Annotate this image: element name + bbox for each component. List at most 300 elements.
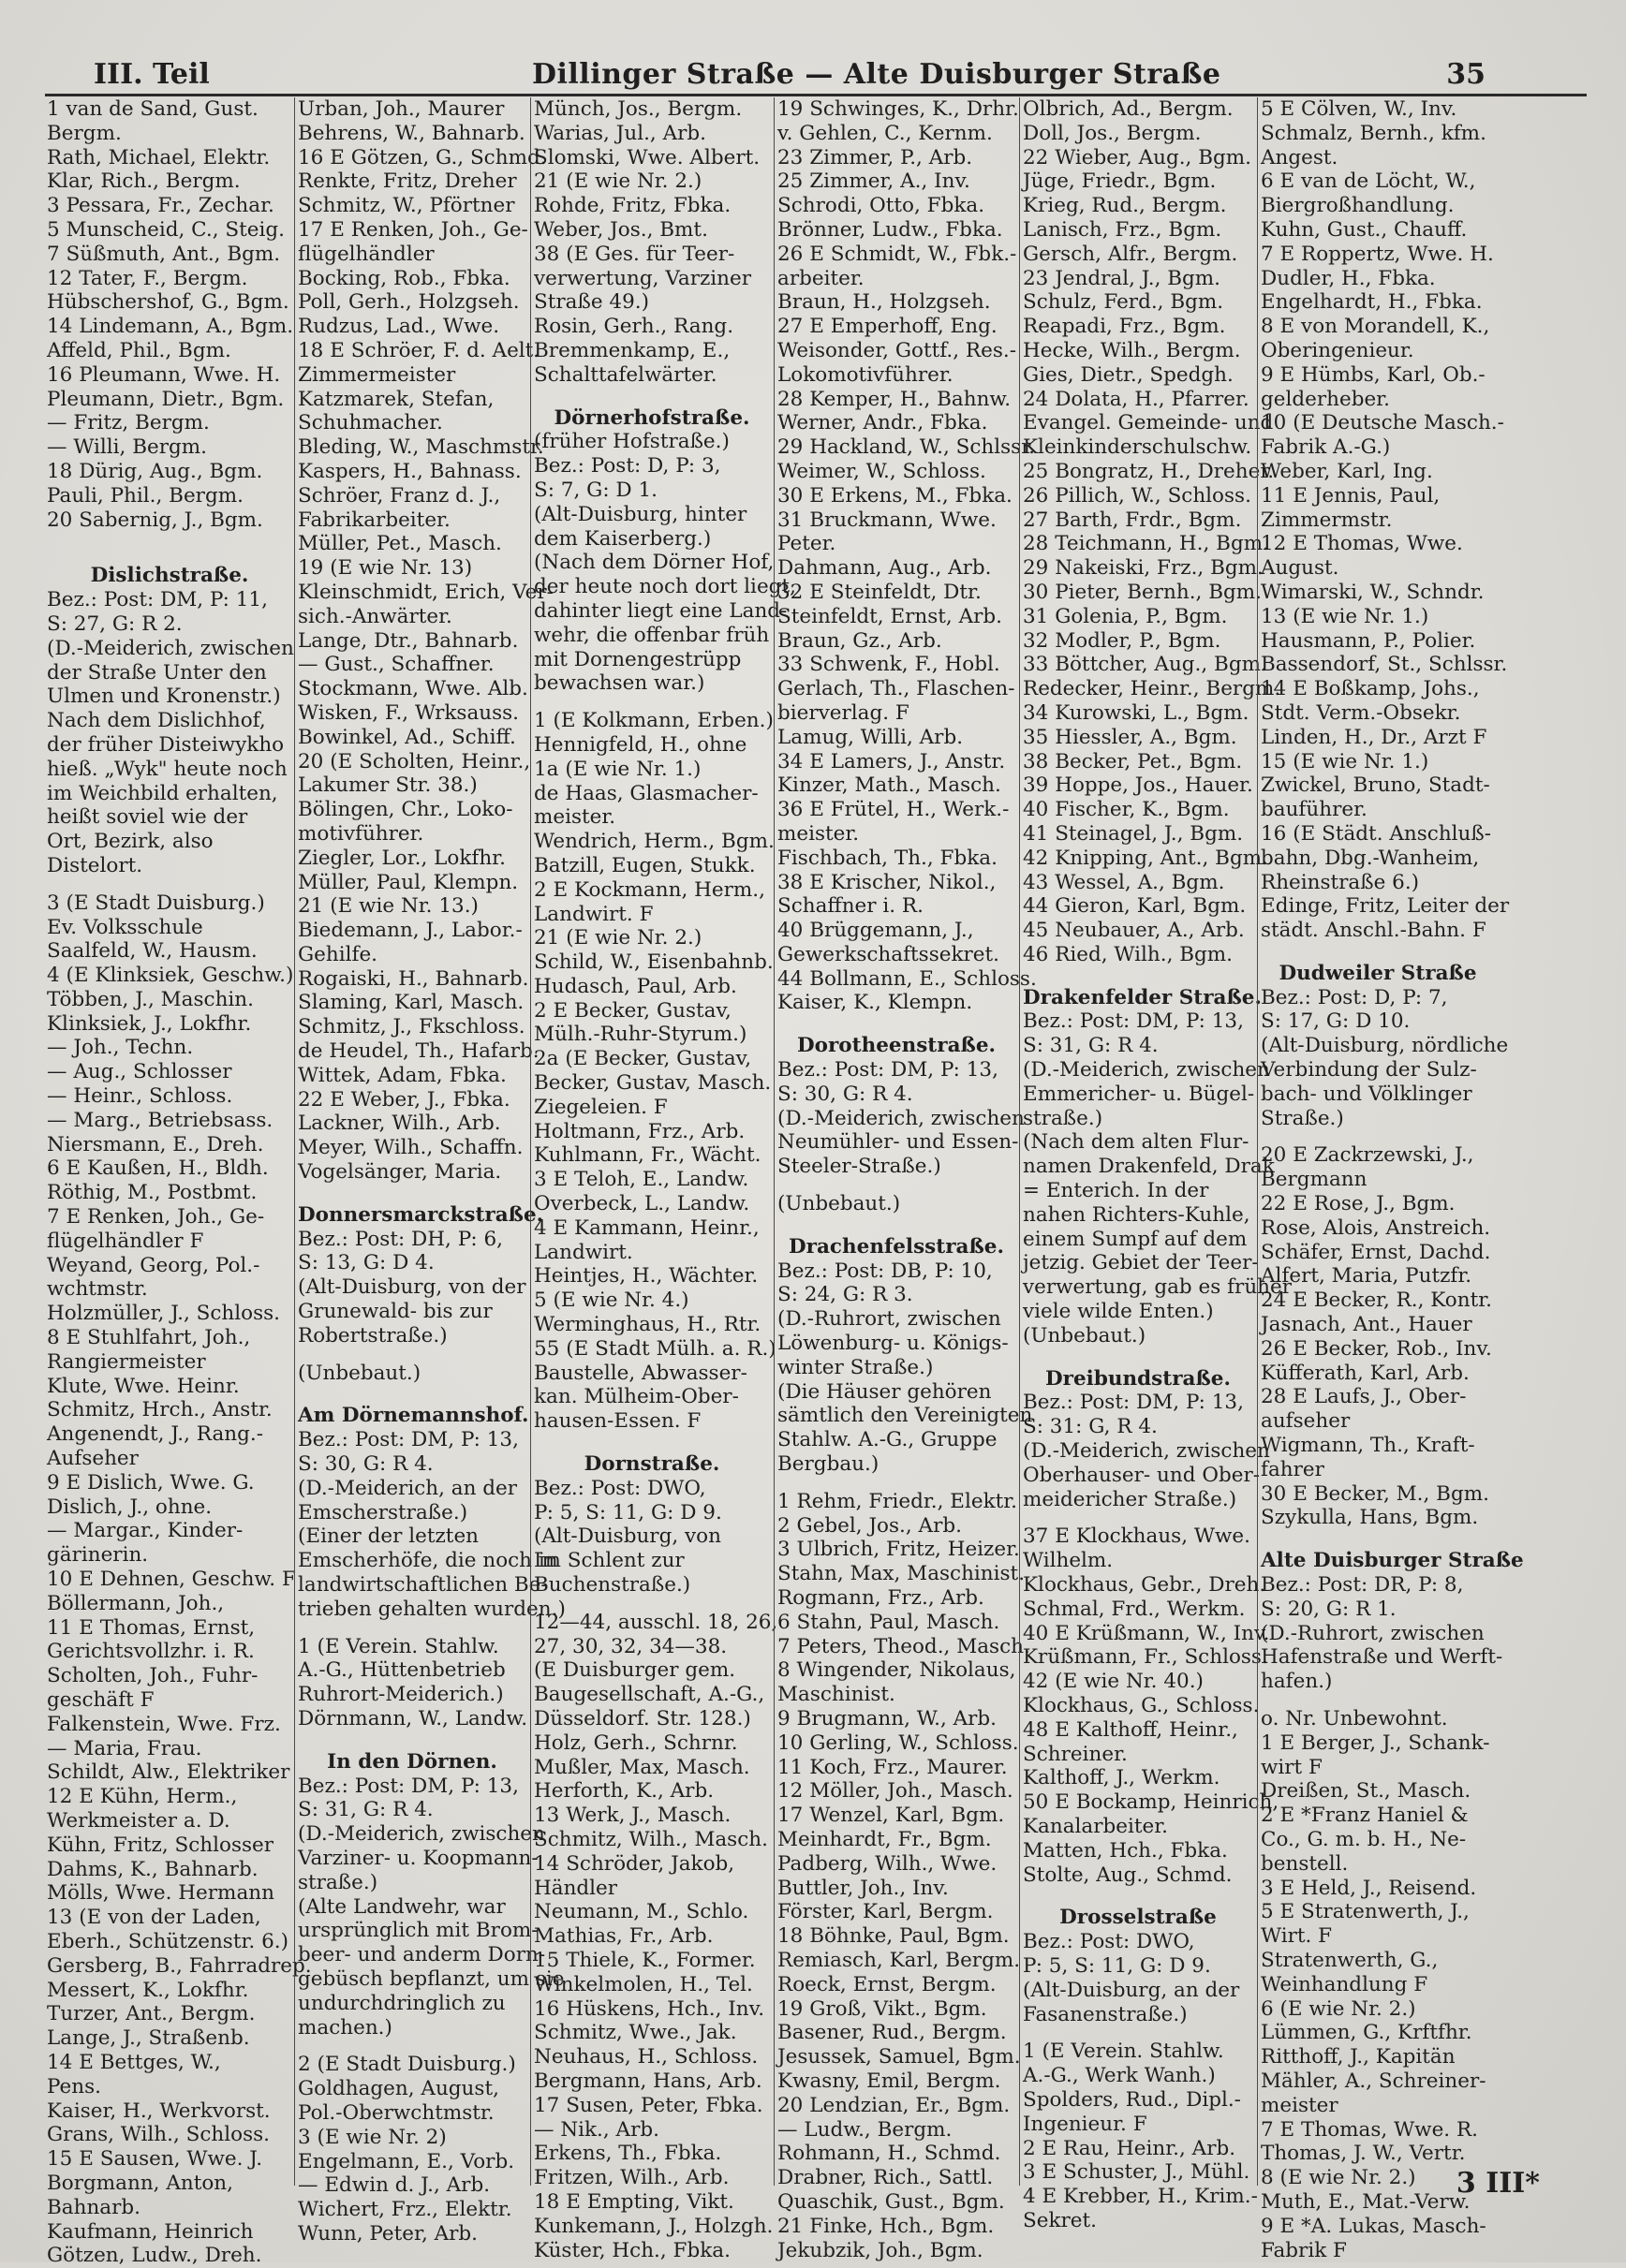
entry-line: (Unbebaut.) (298, 1361, 421, 1385)
entry-line: 31 Golenia, P., Bgm. (1023, 604, 1228, 628)
entry-line: 22 Wieber, Aug., Bgm. (1023, 145, 1252, 169)
entry-line: 20 Sabernig, J., Bgm. (47, 508, 263, 532)
street-heading: Dislichstraße. (90, 564, 249, 588)
entry-line: Neumann, M., Schlo. (534, 1900, 749, 1924)
entry-line: — Joh., Techn. (47, 1036, 194, 1060)
entry-line: heißt soviel wie der (47, 805, 248, 830)
entry-line: Kwasny, Emil, Bergm. (777, 2069, 1001, 2093)
entry-line: Stolte, Aug., Schmd. (1023, 1863, 1233, 1887)
entry-line: Erkens, Th., Fbka. (534, 2142, 722, 2166)
entry-line: Fasanenstraße.) (1023, 2002, 1188, 2026)
entry-line: Wendrich, Herm., Bgm. (534, 830, 775, 854)
footer-signature: 3 III* (1456, 2167, 1540, 2200)
entry-line: Fischbach, Th., Fbka. (777, 846, 998, 870)
entry-line: 7 Peters, Theod., Masch. (777, 1634, 1030, 1658)
entry-line: Roeck, Ernst, Bergm. (777, 1972, 997, 1996)
entry-line: Weinhandlung F (1261, 1972, 1428, 1996)
entry-line: Rheinstraße 6.) (1261, 870, 1420, 894)
street-heading: Drakenfelder Straße. (1023, 985, 1262, 1009)
entry-line: gärinerin. (47, 1543, 149, 1568)
entry-line: Schaffner i. R. (777, 894, 924, 919)
entry-line: Evangel. Gemeinde- und (1023, 411, 1274, 435)
entry-line: Fabrik F (1261, 2238, 1347, 2262)
entry-line: 15 Thiele, K., Former. (534, 1948, 756, 1972)
entry-line: Pauli, Phil., Bergm. (47, 483, 244, 508)
entry-line: 11 E Jennis, Paul, (1261, 483, 1441, 508)
entry-line: = Enterich. In der (1023, 1179, 1209, 1203)
entry-line: Rath, Michael, Elektr. (47, 145, 271, 169)
entry-line: Götzen, Ludw., Dreh. (47, 2244, 262, 2268)
entry-line: Bowinkel, Ad., Schiff. (298, 725, 516, 749)
entry-line: 28 Kemper, H., Bahnw. (777, 387, 1012, 411)
entry-line: 44 Bollmann, E., Schloss. (777, 966, 1037, 991)
entry-line: Weimer, W., Schloss. (777, 459, 986, 483)
entry-line: nahen Richters-Kuhle, (1023, 1202, 1250, 1227)
entry-line: 34 E Lamers, J., Anstr. (777, 749, 1006, 773)
entry-line: jetzig. Gebiet der Teer- (1023, 1251, 1259, 1275)
entry-line: Emscherstraße.) (298, 1500, 468, 1524)
column-divider (1019, 97, 1020, 2186)
entry-line: 17 Susen, Peter, Fbka. (534, 2093, 763, 2117)
entry-line: Vogelsänger, Maria. (298, 1160, 502, 1185)
entry-line: Behrens, W., Bahnarb. (298, 121, 525, 145)
entry-line: 4 E Krebber, H., Krim.- (1023, 2185, 1258, 2209)
street-heading: Dudweiler Straße (1279, 961, 1477, 985)
entry-line: 1 (E Verein. Stahlw. (1023, 2040, 1224, 2064)
entry-line: 30 E Erkens, M., Fbka. (777, 483, 1013, 508)
entry-line: Bassendorf, St., Schlssr. (1261, 653, 1508, 677)
entry-line: 25 Zimmer, A., Inv. (777, 169, 970, 194)
entry-line: Ruhrort-Meiderich.) (298, 1683, 504, 1707)
entry-line: 10 Gerling, W., Schloss. (777, 1730, 1019, 1755)
entry-line: Kleinkinderschulschw. (1023, 435, 1252, 460)
spacer (298, 1348, 526, 1362)
entry-line: 16 (E Städt. Anschluß- (1261, 821, 1492, 846)
entry-line: Wirt. F (1261, 1924, 1333, 1949)
entry-line: Stahlw. A.-G., Gruppe (777, 1428, 998, 1452)
entry-line: Bocking, Rob., Fbka. (298, 266, 510, 290)
entry-line: 46 Ried, Wilh., Bgm. (1023, 942, 1234, 966)
entry-line: 40 E Krüßmann, W., Inv. (1023, 1621, 1270, 1645)
entry-line: Muth, E., Mat.-Verw. (1261, 2189, 1471, 2214)
entry-line: Kaufmann, Heinrich (47, 2219, 254, 2244)
entry-line: 12 Tater, F., Bergm. (47, 266, 248, 290)
entry-line: Steinfeldt, Ernst, Arb. (777, 604, 1003, 628)
entry-line: (D.-Meiderich, zwischen (47, 636, 294, 660)
spacer (298, 1185, 526, 1198)
entry-line: 7 E Thomas, Wwe. R. (1261, 2117, 1478, 2142)
entry-line: Schmal, Frd., Werkm. (1023, 1597, 1246, 1621)
entry-line: — Nik., Arb. (534, 2117, 659, 2142)
entry-line: Goldhagen, August, (298, 2077, 499, 2101)
entry-line: Fabrikarbeiter. (298, 508, 451, 532)
entry-line: Többen, J., Maschin. (47, 987, 254, 1011)
entry-line: Ort, Bezirk, also (47, 830, 214, 854)
entry-line: Rohde, Fritz, Fbka. (534, 194, 732, 218)
entry-line: Batzill, Eugen, Stukk. (534, 853, 756, 877)
entry-line: 27, 30, 32, 34—38. (534, 1634, 728, 1658)
entry-line: geschäft F (47, 1688, 155, 1712)
entry-line: 9 E *A. Lukas, Masch- (1261, 2214, 1486, 2238)
entry-line: Rogaiski, H., Bahnarb. (298, 966, 529, 991)
entry-line: Bahnarb. (47, 2195, 141, 2219)
entry-line: Bölingen, Chr., Loko- (298, 798, 513, 822)
entry-line: Poll, Gerh., Holzgseh. (298, 290, 520, 315)
entry-line: 10 (E Deutsche Masch.- (1261, 411, 1504, 435)
entry-line: 3 E Held, J., Reisend. (1261, 1876, 1477, 1900)
entry-line: v. Gehlen, C., Kernm. (777, 121, 993, 145)
entry-line: Drabner, Rich., Sattl. (777, 2166, 994, 2190)
entry-line: 19 Groß, Vikt., Bgm. (777, 1996, 987, 2021)
entry-line: Alfert, Maria, Putzfr. (1261, 1264, 1472, 1289)
entry-line: Pens. (47, 2074, 101, 2099)
entry-line: 14 E Bettges, W., (47, 2050, 221, 2074)
spacer (298, 2040, 526, 2053)
entry-line: Wimarski, W., Schndr. (1261, 580, 1485, 604)
street-heading: Dreibundstraße. (1045, 1366, 1231, 1391)
entry-line: 23 Jendral, J., Bgm. (1023, 266, 1221, 290)
entry-line: Kuhlmann, Fr., Wächt. (534, 1143, 761, 1168)
entry-line: 45 Neubauer, A., Arb. (1023, 919, 1245, 943)
spacer (1023, 967, 1253, 980)
entry-line: Kühn, Fritz, Schlosser (47, 1833, 274, 1857)
entry-line: straße.) (1023, 1106, 1103, 1130)
column-1 (47, 97, 312, 2268)
entry-line: 2 E Becker, Gustav, (534, 998, 732, 1023)
entry-line: Bremmenkamp, E., (534, 338, 731, 362)
entry-line: Weber, Karl, Ing. (1261, 459, 1433, 483)
entry-line: S: 27, G: R 2. (47, 611, 183, 636)
entry-line: 33 Böttcher, Aug., Bgm. (1023, 653, 1267, 677)
spacer (1023, 1511, 1253, 1524)
entry-line: Baugesellschaft, A.-G., (534, 1683, 765, 1707)
entry-line: Borgmann, Anton, (47, 2171, 233, 2195)
entry-line: Müller, Pet., Masch. (298, 532, 502, 556)
entry-line: 26 Pillich, W., Schloss. (1023, 483, 1251, 508)
entry-line: städt. Anschl.-Bahn. F (1261, 919, 1486, 943)
entry-line: Buttler, Joh., Inv. (777, 1876, 949, 1900)
entry-line: Lange, J., Straßenb. (47, 2026, 250, 2051)
entry-line: namen Drakenfeld, Drak (1023, 1155, 1275, 1179)
entry-line: 19 (E wie Nr. 13) (298, 556, 473, 581)
entry-line: S: 31: G, R 4. (1023, 1415, 1158, 1439)
entry-line: Pleumann, Dietr., Bgm. (47, 387, 285, 411)
entry-line: 5 Munscheid, C., Steig. (47, 217, 285, 242)
entry-line: Jasnach, Ant., Hauer (1261, 1313, 1472, 1337)
entry-line: bierverlag. F (777, 700, 909, 725)
entry-line: 13 (E von der Laden, (47, 1906, 261, 1930)
entry-line: Emmericher- u. Bügel- (1023, 1082, 1255, 1106)
entry-line: Redecker, Heinr., Bergm. (1023, 677, 1281, 701)
entry-line: 40 Fischer, K., Bgm. (1023, 798, 1230, 822)
entry-line: Im Schlent zur (534, 1549, 685, 1573)
entry-line: Bergmann (1261, 1168, 1367, 1192)
entry-line: 28 Teichmann, H., Bgm. (1023, 532, 1269, 556)
entry-line: 12 Möller, Joh., Masch. (777, 1779, 1013, 1804)
entry-line: 6 (E wie Nr. 2.) (1261, 1996, 1416, 2021)
entry-line: Klar, Rich., Bergm. (47, 169, 241, 194)
entry-line: Brönner, Ludw., Fbka. (777, 217, 1003, 242)
entry-line: Szykulla, Hans, Bgm. (1261, 1506, 1479, 1530)
header-rule (45, 94, 1587, 96)
entry-line: Affeld, Phil., Bgm. (47, 338, 231, 362)
entry-line: A.-G., Hüttenbetrieb (298, 1658, 506, 1683)
entry-line: S: 24, G: R 3. (777, 1283, 913, 1307)
entry-line: 29 Nakeiski, Frz., Bgm. (1023, 556, 1264, 581)
entry-line: Dreißen, St., Masch. (1261, 1779, 1471, 1804)
entry-line: Buchenstraße.) (534, 1573, 691, 1598)
entry-line: Lanisch, Frz., Bgm. (1023, 217, 1222, 242)
entry-line: hafen.) (1261, 1670, 1333, 1694)
entry-line: (Unbebaut.) (777, 1192, 901, 1216)
entry-line: Klockhaus, G., Schloss. (1023, 1694, 1260, 1717)
entry-line: Landwirt. F (534, 902, 654, 926)
entry-line: Bez.: Post: DB, P: 10, (777, 1259, 993, 1283)
entry-line: S: 20, G: R 1. (1261, 1597, 1397, 1621)
entry-line: P: 5, S: 11, G: D 9. (1023, 1953, 1211, 1978)
entry-line: Werminghaus, H., Rtr. (534, 1313, 761, 1337)
entry-line: Lamug, Willi, Arb. (777, 725, 964, 749)
entry-line: 1a (E wie Nr. 1.) (534, 757, 702, 781)
entry-line: Turzer, Ant., Bergm. (47, 2002, 256, 2026)
entry-line: Stdt. Verm.-Obsekr. (1261, 700, 1461, 725)
entry-line: Bez.: Post: DM, P: 13, (1023, 1009, 1244, 1034)
entry-line: fahrer (1261, 1457, 1324, 1481)
column-divider (1257, 97, 1258, 2186)
entry-line: Schmitz, Hrch., Anstr. (47, 1398, 273, 1422)
entry-line: 40 Brüggemann, J., (777, 919, 974, 943)
column-divider (294, 97, 295, 2186)
entry-line: Bez.: Post: DM, P: 13, (298, 1428, 519, 1452)
entry-line: Küster, Hch., Fbka. (534, 2238, 731, 2262)
entry-line: — Marg., Betriebsass. (47, 1108, 273, 1132)
entry-line: 8 (E wie Nr. 2.) (1261, 2166, 1416, 2190)
entry-line: Hennigfeld, H., ohne (534, 732, 747, 757)
entry-line: Stahn, Max, Maschinist. (777, 1562, 1026, 1586)
entry-line: Baustelle, Abwasser- (534, 1361, 747, 1385)
entry-line: Slaming, Karl, Masch. (298, 991, 525, 1015)
entry-line: Lange, Dtr., Bahnarb. (298, 628, 519, 653)
entry-line: Herforth, K., Arb. (534, 1779, 715, 1804)
entry-line: 7 E Renken, Joh., Ge- (47, 1205, 265, 1230)
entry-line: Wigmann, Th., Kraft- (1261, 1434, 1475, 1458)
entry-line: — Fritz, Bergm. (47, 411, 210, 435)
entry-line: Spolders, Rud., Dipl.- (1023, 2087, 1241, 2112)
spacer (1023, 2026, 1253, 2040)
entry-line: 19 Schwinges, K., Drhr. (777, 97, 1019, 121)
entry-line: — Gust., Schaffner. (298, 653, 495, 677)
entry-line: Angenendt, J., Rang.- (47, 1422, 264, 1447)
entry-line: (Alt-Duisburg, von der (298, 1275, 526, 1300)
entry-line: Basener, Rud., Bergm. (777, 2021, 1007, 2045)
spacer (534, 696, 770, 709)
entry-line: wirt F (1261, 1755, 1323, 1779)
spacer (777, 1015, 1015, 1028)
entry-line: 7 E Roppertz, Wwe. H. (1261, 242, 1494, 266)
entry-line: Röthig, M., Postbmt. (47, 1181, 258, 1205)
entry-line: Urban, Joh., Maurer (298, 97, 505, 121)
entry-line: Rohmann, H., Schmd. (777, 2142, 1001, 2166)
entry-line: — Heinr., Schloss. (47, 1084, 233, 1109)
entry-line: (D.-Meiderich, an der (298, 1476, 518, 1500)
entry-line: Edinge, Fritz, Leiter der (1261, 894, 1510, 919)
column-3 (534, 97, 796, 2262)
entry-line: Lakumer Str. 38.) (298, 773, 478, 798)
entry-line: 9 Brugmann, W., Arb. (777, 1707, 998, 1730)
entry-line: — Margar., Kinder- (47, 1519, 244, 1543)
entry-line: Renkte, Fritz, Dreher (298, 169, 517, 194)
entry-line: o. Nr. Unbewohnt. (1261, 1707, 1448, 1730)
entry-line: flügelhändler (298, 242, 435, 266)
spacer (1261, 1130, 1495, 1143)
entry-line: 5 (E wie Nr. 4.) (534, 1289, 689, 1313)
entry-line: 24 Dolata, H., Pfarrer. (1023, 387, 1249, 411)
entry-line: 18 Dürig, Aug., Bgm. (47, 459, 263, 483)
entry-line: Messert, K., Lokfhr. (47, 1978, 249, 2002)
entry-line: Meinhardt, Fr., Bgm. (777, 1827, 992, 1851)
entry-line: Mölls, Wwe. Hermann (47, 1881, 274, 1906)
entry-line: 8 E von Morandell, K., (1261, 315, 1490, 339)
entry-line: 1 Rehm, Friedr., Elektr. (777, 1489, 1018, 1513)
spacer (298, 1731, 526, 1745)
entry-line: benstell. (1261, 1851, 1349, 1876)
entry-line: Grunewald- bis zur (298, 1300, 493, 1324)
entry-line: S: 30, G: R 4. (298, 1452, 434, 1477)
entry-line: 6 Stahn, Paul, Masch. (777, 1610, 1000, 1634)
entry-line: Jekubzik, Joh., Bgm. (777, 2238, 983, 2262)
entry-line: Pol.-Oberwchtmstr. (298, 2100, 495, 2125)
entry-line: Aufseher (47, 1447, 139, 1471)
entry-line: bahn, Dbg.-Wanheim, (1261, 846, 1480, 870)
entry-line: Bez.: Post: DWO, (534, 1476, 706, 1500)
entry-line: Rosin, Gerh., Rang. (534, 315, 734, 339)
entry-line: Mathias, Fr., Arb. (534, 1924, 714, 1949)
entry-line: 18 Böhnke, Paul, Bgm. (777, 1924, 1010, 1949)
entry-line: (Alte Landwehr, war (298, 1894, 506, 1919)
entry-line: Verbindung der Sulz- (1261, 1058, 1477, 1082)
entry-line: winter Straße.) (777, 1355, 934, 1379)
entry-line: Braun, Gz., Arb. (777, 628, 942, 653)
entry-line: 33 Schwenk, F., Hobl. (777, 653, 1000, 677)
entry-line: 2 (E Stadt Duisburg.) (298, 2053, 516, 2077)
entry-line: Klockhaus, Gebr., Dreh. (1023, 1573, 1266, 1598)
street-heading: In den Dörnen. (327, 1749, 497, 1774)
entry-line: Förster, Karl, Bergm. (777, 1900, 994, 1924)
entry-line: 3 (E Stadt Duisburg.) (47, 891, 265, 915)
entry-line: Bleding, W., Maschmstr. (298, 435, 544, 460)
spacer (298, 1385, 526, 1398)
spacer (1023, 1887, 1253, 1900)
entry-line: 15 (E wie Nr. 1.) (1261, 749, 1429, 773)
entry-line: Slomski, Wwe. Albert. (534, 145, 761, 169)
entry-line: 35 Hiessler, A., Bgm. (1023, 725, 1237, 749)
entry-line: Olbrich, Ad., Bergm. (1023, 97, 1234, 121)
entry-line: Meyer, Wilh., Schaffn. (298, 1136, 524, 1160)
entry-line: 50 E Bockamp, Heinrich, (1023, 1790, 1279, 1815)
entry-line: Weyand, Georg, Pol.- (47, 1253, 260, 1277)
entry-line: Böllermann, Joh., (47, 1591, 225, 1615)
entry-line: (Einer der letzten (298, 1524, 480, 1549)
entry-line: Emscherhöfe, die noch in (298, 1549, 558, 1573)
entry-line: S: 31, G: R 4. (298, 1798, 434, 1822)
entry-line: Schulz, Ferd., Bgm. (1023, 290, 1224, 315)
entry-line: 18 E Empting, Vikt. (534, 2189, 734, 2214)
entry-line: 12 E Kühn, Herm., (47, 1785, 238, 1809)
entry-line: Schild, W., Eisenbahnb. (534, 950, 774, 975)
entry-line: 18 E Schröer, F. d. Aelt. (298, 338, 540, 362)
entry-line: undurchdringlich zu (298, 1991, 506, 2015)
entry-line: 48 E Kalthoff, Heinr., (1023, 1717, 1238, 1742)
entry-line: Braun, H., Holzgseh. (777, 290, 991, 315)
entry-line: 20 (E Scholten, Heinr., (298, 749, 531, 773)
entry-line: verwertung, gab es früher (1023, 1275, 1293, 1300)
entry-line: wehr, die offenbar früh (534, 623, 770, 647)
entry-line: 43 Wessel, A., Bgm. (1023, 870, 1225, 894)
entry-line: meister (1261, 2093, 1338, 2117)
street-heading: Drachenfelsstraße. (789, 1234, 1004, 1259)
entry-line: 42 (E wie Nr. 40.) (1023, 1670, 1204, 1694)
entry-line: motivführer. (298, 821, 424, 846)
entry-line: Dahms, K., Bahnarb. (47, 1857, 259, 1881)
entry-line: ursprünglich mit Brom- (298, 1919, 539, 1943)
entry-line: (Die Häuser gehören (777, 1379, 992, 1404)
entry-line: 1 E Berger, J., Schank- (1261, 1730, 1490, 1755)
entry-line: beer- und anderm Dorn- (298, 1943, 546, 1967)
entry-line: Co., G. m. b. H., Ne- (1261, 1827, 1467, 1851)
entry-line: 44 Gieron, Karl, Bgm. (1023, 894, 1247, 919)
entry-line: Bez.: Post: D, P: 7, (1261, 985, 1448, 1009)
entry-line: Heintjes, H., Wächter. (534, 1264, 759, 1289)
entry-line: Bez.: Post: DM, P: 13, (298, 1774, 519, 1798)
entry-line: — Aug., Schlosser (47, 1060, 232, 1084)
entry-line: Kalthoff, J., Werkm. (1023, 1766, 1220, 1790)
entry-line: Wittek, Adam, Fbka. (298, 1063, 507, 1087)
entry-line: kan. Mülheim-Ober- (534, 1385, 739, 1409)
entry-line: Eberh., Schützenstr. 6.) (47, 1929, 288, 1953)
entry-line: 3 Ulbrich, Fritz, Heizer. (777, 1538, 1020, 1562)
spacer (47, 545, 292, 558)
entry-line: 5 E Stratenwerth, J., (1261, 1900, 1470, 1924)
entry-line: (Nach dem Dörner Hof, (534, 551, 775, 575)
entry-line: Rudzus, Lad., Wwe. (298, 315, 500, 339)
entry-line: 2 E Rau, Heinr., Arb. (1023, 2136, 1236, 2160)
entry-line: Reapadi, Frz., Bgm. (1023, 315, 1226, 339)
entry-line: arbeiter. (777, 266, 865, 290)
entry-line: der Straße Unter den (47, 660, 267, 685)
entry-line: Engelhardt, H., Fbka. (1261, 290, 1483, 315)
entry-line: Bez.: Post: D, P: 3, (534, 454, 721, 479)
entry-line: Dörnmann, W., Landw. (298, 1707, 528, 1730)
entry-line: Zwickel, Bruno, Stadt- (1261, 773, 1490, 798)
entry-line: Matten, Hch., Fbka. (1023, 1838, 1228, 1863)
entry-line: 15 E Sausen, Wwe. J. (47, 2147, 263, 2172)
entry-line: 25 Bongratz, H., Dreher. (1023, 459, 1275, 483)
entry-line: 29 Hackland, W., Schlssr. (777, 435, 1035, 460)
entry-line: A.-G., Werk Wanh.) (1023, 2064, 1216, 2088)
entry-line: einem Sumpf auf dem (1023, 1227, 1248, 1251)
entry-line: Neuhaus, H., Schloss. (534, 2045, 759, 2069)
spacer (777, 1179, 1015, 1192)
entry-line: 38 E Krischer, Nikol., (777, 870, 997, 894)
entry-line: Neumühler- und Essen- (777, 1130, 1019, 1155)
entry-line: Distelort. (47, 853, 143, 877)
spacer (777, 1216, 1015, 1230)
column-divider (530, 97, 531, 2186)
entry-line: (D.-Meiderich, zwischen (1023, 1058, 1270, 1082)
entry-line: Fabrik A.-G.) (1261, 435, 1391, 460)
spacer (47, 532, 292, 545)
entry-line: Münch, Jos., Bergm. (534, 97, 743, 121)
